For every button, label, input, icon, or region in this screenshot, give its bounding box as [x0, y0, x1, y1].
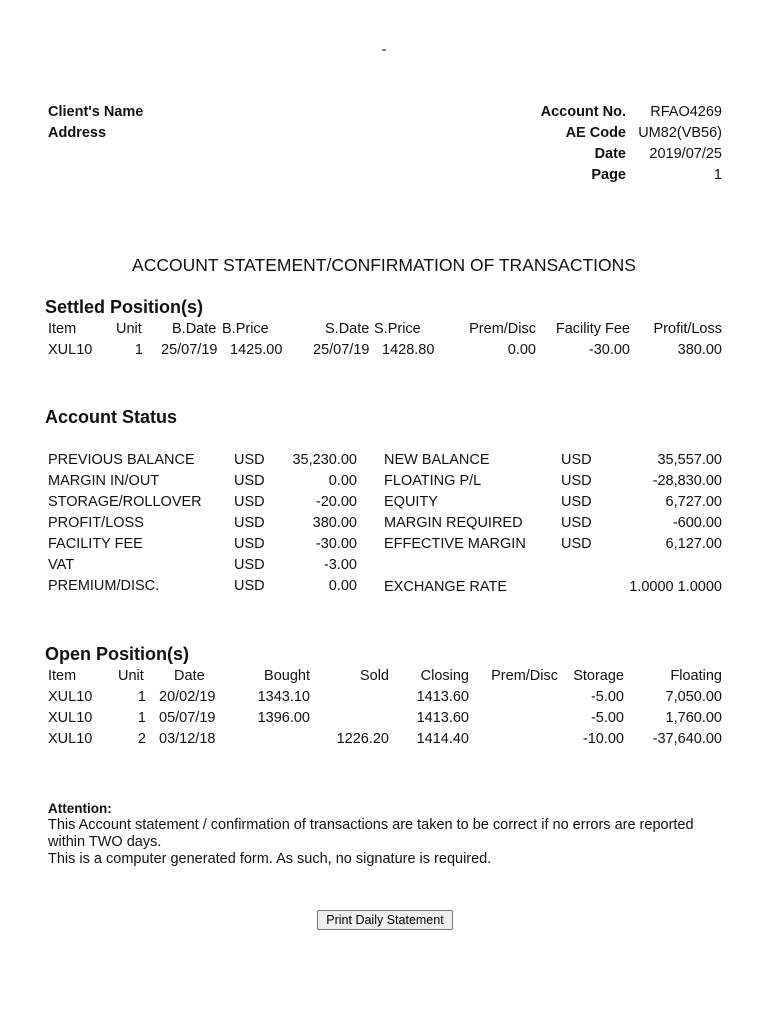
status-label: EFFECTIVE MARGIN	[384, 536, 526, 552]
open-closing: 1413.60	[416, 689, 469, 705]
table-row	[0, 689, 768, 709]
open-item: XUL10	[48, 689, 93, 705]
open-sold: 1226.20	[336, 731, 389, 747]
settled-col-premdisc: Prem/Disc	[469, 321, 536, 337]
settled-profitloss: 380.00	[677, 342, 722, 358]
status-value: 6,127.00	[665, 536, 722, 552]
attention-label: Attention:	[48, 801, 112, 816]
ae-code-value: UM82(VB56)	[638, 125, 722, 141]
status-currency: USD	[561, 494, 592, 510]
open-bought: 1396.00	[257, 710, 310, 726]
status-value: -28,830.00	[652, 473, 722, 489]
status-row	[0, 536, 768, 556]
status-currency: USD	[561, 515, 592, 531]
settled-col-bprice: B.Price	[222, 321, 269, 337]
open-col-premdisc: Prem/Disc	[491, 668, 558, 684]
status-label: STORAGE/ROLLOVER	[48, 494, 202, 510]
open-storage: -5.00	[590, 689, 624, 705]
open-col-sold: Sold	[359, 668, 389, 684]
page-title: ACCOUNT STATEMENT/CONFIRMATION OF TRANSACTIONS	[132, 255, 636, 275]
open-col-item: Item	[48, 668, 77, 684]
open-floating: 1,760.00	[665, 710, 722, 726]
status-value: 35,230.00	[292, 452, 357, 468]
settled-col-unit: Unit	[116, 321, 142, 337]
settled-unit: 1	[134, 342, 143, 358]
status-label: NEW BALANCE	[384, 452, 490, 468]
open-bought: 1343.10	[257, 689, 310, 705]
status-currency: USD	[234, 452, 265, 468]
settled-premdisc: 0.00	[507, 342, 536, 358]
page-label: Page	[591, 167, 626, 183]
open-storage: -10.00	[582, 731, 624, 747]
client-name-label: Client's Name	[48, 104, 144, 120]
status-label: PREVIOUS BALANCE	[48, 452, 195, 468]
open-storage: -5.00	[590, 710, 624, 726]
table-row	[0, 710, 768, 730]
exchange-rate-row	[0, 579, 768, 599]
status-row	[0, 494, 768, 514]
date-label: Date	[594, 146, 626, 162]
open-date: 03/12/18	[159, 731, 216, 747]
settled-col-bdate: B.Date	[172, 321, 217, 337]
open-positions-title: Open Position(s)	[45, 644, 189, 664]
open-col-date: Date	[174, 668, 205, 684]
status-currency: USD	[234, 494, 265, 510]
open-col-closing: Closing	[420, 668, 469, 684]
settled-bdate: 25/07/19	[161, 342, 218, 358]
page-value: 1	[713, 167, 722, 183]
status-row	[0, 473, 768, 493]
account-no-value: RFAO4269	[650, 104, 722, 120]
status-row	[0, 515, 768, 535]
settled-col-sdate: S.Date	[325, 321, 370, 337]
status-currency: USD	[234, 536, 265, 552]
open-col-unit: Unit	[118, 668, 144, 684]
table-row	[0, 731, 768, 751]
settled-col-sprice: S.Price	[374, 321, 421, 337]
settled-facilityfee: -30.00	[588, 342, 630, 358]
settled-col-profitloss: Profit/Loss	[653, 321, 722, 337]
attention-line-2: This is a computer generated form. As such, no signature is required.	[48, 851, 492, 867]
print-daily-statement-button[interactable]: Print Daily Statement	[317, 910, 453, 930]
settled-header-row	[0, 321, 768, 341]
status-label: VAT	[48, 557, 75, 573]
open-header-row	[0, 668, 768, 688]
open-col-storage: Storage	[573, 668, 624, 684]
status-currency: USD	[234, 557, 265, 573]
status-value: 380.00	[312, 515, 357, 531]
open-unit: 1	[137, 689, 146, 705]
open-date: 05/07/19	[159, 710, 216, 726]
status-currency: USD	[561, 536, 592, 552]
exchange-rate-label: EXCHANGE RATE	[384, 579, 508, 595]
open-floating: 7,050.00	[665, 689, 722, 705]
status-currency: USD	[234, 578, 265, 594]
status-value: 6,727.00	[665, 494, 722, 510]
status-currency: USD	[234, 473, 265, 489]
settled-sprice: 1428.80	[382, 342, 435, 358]
settled-col-item: Item	[48, 321, 77, 337]
status-value: 35,557.00	[657, 452, 722, 468]
attention-line-1: This Account statement / confirmation of transactions are taken to be correct if no errors are reported within TWO days.	[48, 817, 694, 850]
settled-positions-title: Settled Position(s)	[45, 297, 204, 317]
status-currency: USD	[234, 515, 265, 531]
table-row	[0, 342, 768, 362]
status-value: 0.00	[328, 578, 357, 594]
status-currency: USD	[561, 452, 592, 468]
status-value: -20.00	[315, 494, 357, 510]
exchange-rate-value: 1.0000 1.0000	[629, 579, 722, 595]
status-label: FACILITY FEE	[48, 536, 143, 552]
address-label: Address	[48, 125, 107, 141]
status-value: 0.00	[328, 473, 357, 489]
date-value: 2019/07/25	[649, 146, 722, 162]
attention-block	[48, 800, 728, 868]
header-dash: -	[381, 42, 387, 58]
status-row	[0, 452, 768, 472]
status-label: MARGIN REQUIRED	[384, 515, 523, 531]
settled-sdate: 25/07/19	[313, 342, 370, 358]
status-label: EQUITY	[384, 494, 438, 510]
status-label: PROFIT/LOSS	[48, 515, 144, 531]
open-unit: 2	[137, 731, 146, 747]
settled-col-facilityfee: Facility Fee	[555, 321, 630, 337]
status-label: PREMIUM/DISC.	[48, 578, 160, 594]
open-date: 20/02/19	[159, 689, 216, 705]
status-label: MARGIN IN/OUT	[48, 473, 160, 489]
status-label: FLOATING P/L	[384, 473, 482, 489]
status-value: -3.00	[323, 557, 357, 573]
open-col-floating: Floating	[670, 668, 722, 684]
status-row	[0, 557, 768, 577]
open-closing: 1414.40	[416, 731, 469, 747]
status-value: -30.00	[315, 536, 357, 552]
open-item: XUL10	[48, 731, 93, 747]
open-unit: 1	[137, 710, 146, 726]
open-floating: -37,640.00	[652, 731, 722, 747]
settled-item: XUL10	[48, 342, 93, 358]
ae-code-label: AE Code	[565, 125, 626, 141]
open-col-bought: Bought	[264, 668, 310, 684]
open-item: XUL10	[48, 710, 93, 726]
status-currency: USD	[561, 473, 592, 489]
account-no-label: Account No.	[540, 104, 626, 120]
status-value: -600.00	[672, 515, 722, 531]
settled-bprice: 1425.00	[230, 342, 283, 358]
account-status-title: Account Status	[45, 407, 178, 427]
open-closing: 1413.60	[416, 710, 469, 726]
